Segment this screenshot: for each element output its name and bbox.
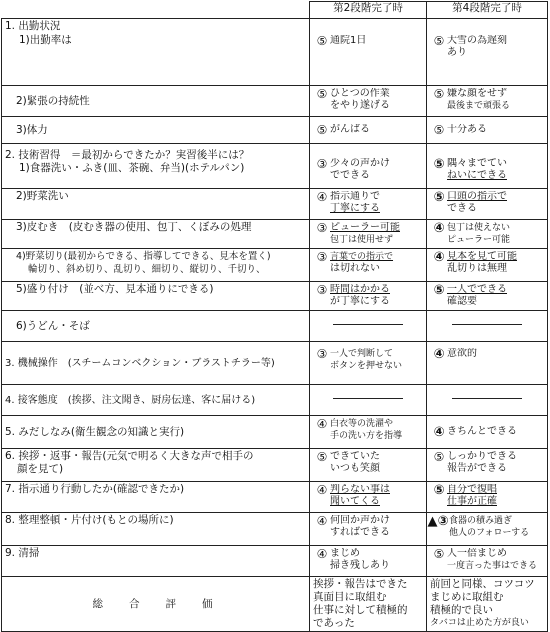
comment-line: 丁寧にする [330,203,380,214]
comment-line: は切れない [330,263,380,274]
comment-line: できていた [330,451,380,462]
comment-line: 包丁は使用せず [330,235,394,245]
comment: きちんとできる [447,426,517,437]
row-label: 2)緊張の持続性 [2,86,310,117]
empty-dash [452,324,522,325]
comment-line: 仕事が正確 [447,496,497,507]
comment-line: 乱切りは無理 [447,263,507,274]
row-label-line: 顔を見て) [17,463,64,475]
section-skills [2,144,310,189]
table-row [2,546,548,577]
comment-line: ピューラー可能 [330,222,400,233]
comment-line: が丁寧にする [330,296,390,307]
empty-dash [333,324,403,325]
total-line: タバコは止めた方が良い [430,618,529,628]
row-label-line: 輪切り、斜め切り、乱切り、細切り、縦切り、千切り、 [28,264,266,275]
comment-line: しっかりできる [447,451,517,462]
empty-dash [452,398,522,399]
comment-line: 指示通りで [330,191,380,202]
score: ④ [316,483,328,497]
comment-line: 確認要 [447,296,477,307]
score: ⑤ [433,123,445,137]
row-label: 9. 清掃 [2,546,310,577]
total-line: 積極的で良い [430,604,493,616]
score: ⑤ [433,157,445,172]
score: ⑤ [433,87,445,101]
comment-line: すればできる [330,527,390,538]
total-line: 挨拶・報告はできた [313,578,408,590]
total-stage4 [427,577,548,632]
total-line: まじめに取組む [430,591,504,603]
comment-line: 大雪の為遅刻 [447,35,507,46]
total-stage2 [310,577,427,632]
comment-line: 一人でできる [447,284,507,295]
score: ④ [316,514,328,528]
row-label: 1)食器洗い・ふき(皿、茶碗、弁当)(ホテルパン) [19,162,245,174]
comment-line: まじめ [330,548,360,559]
table-row [2,513,548,546]
evaluation-sheet [1,1,549,629]
row-label: 3)皮むき (皮むき器の使用、包丁、くぼみの処理 [2,220,310,249]
comment-line: 聞いてくる [330,496,380,507]
total-row [2,577,548,632]
score: ④ [433,221,445,236]
row-label: 2)野菜洗い [2,189,310,220]
score: ④ [433,425,445,440]
comment: 意欲的 [447,348,477,359]
stage2-cell [310,33,426,49]
table-row [2,117,548,144]
total-line: 真面目に取組む [313,591,387,603]
row-label: 5. みだしなみ(衛生観念の知識と実行) [2,416,310,449]
comment-line: 見本を見て可能 [447,251,517,262]
score: ⑤ [433,483,445,498]
score: ③ [316,283,328,297]
row-label: 5)盛り付け (並べ方、見本通りにできる) [2,282,310,311]
row-label: 3)体力 [2,117,310,144]
comment-line: 時間はかかる [330,284,390,295]
row-label [2,249,310,282]
score: ⑤ [316,34,328,48]
comment-line: いつも笑顔 [330,463,380,474]
total-evaluation-label: 総合評価 [2,577,310,632]
comment-line: 包丁は使えない [447,223,511,233]
header-stage2: 第2段階完了時 [310,2,427,19]
score: ⑤ [316,87,328,101]
total-line: であった [313,617,355,629]
score: ④ [316,190,328,204]
comment-line: 他人のフォローする [449,528,530,538]
comment-line: 判らない事は [330,484,390,495]
section-title: 1. 出勤状況 [5,20,61,32]
comment-line: 最後まで頑張る [447,101,511,111]
score: ⑤ [433,190,445,205]
row-label: 6)うどん・そば [2,311,310,342]
comment-line: 自分で復唱 [447,484,497,495]
comment: がんばる [330,124,370,135]
score: ③ [316,250,328,264]
table-row [2,311,548,342]
row-label: 3. 機械操作 (スチームコンベクション・ブラストチラー等) [2,342,310,385]
row-label [2,449,310,482]
comment-line: 隅々までてい [447,158,507,169]
comment: 通院1日 [330,35,367,46]
empty-dash [333,398,403,399]
comment-line: 報告ができる [447,463,507,474]
table-row [2,282,548,311]
table-row [2,385,548,416]
section-title: 2. 技術習得 ＝最初からできたか？実習後半には？ [5,149,250,161]
table-row [2,416,548,449]
comment-line: ねいにできる [447,170,507,181]
table-row [2,249,548,282]
comment-line: ボタンを押せない [330,361,403,371]
row-label: 7. 指示通り行動したか(確認できたか) [2,482,310,513]
evaluation-table [1,1,548,632]
comment-line: 白衣等の洗濯や [330,419,394,429]
row-label: 8. 整理整頓・片付け(もとの場所に) [2,513,310,546]
comment-line: 言葉での指示で [330,252,394,262]
table-row [2,482,548,513]
table-row [2,449,548,482]
comment-line: できる [447,203,477,214]
comment: 十分ある [447,124,487,135]
comment-line: 手の洗い方を指導 [330,431,403,441]
table-row [2,144,548,189]
total-line: 前回と同様、コツコツ [430,578,535,590]
score: ⑤ [316,123,328,137]
score: ④ [433,250,445,265]
score: ④ [433,347,445,362]
score: ③ [316,347,328,361]
table-row [2,342,548,385]
comment-line: 何回か声かけ [330,515,390,526]
comment-line: 嫌な顔をせず [447,88,507,99]
score: ③ [316,221,328,235]
comment-line: ひとつの作業 [330,88,390,99]
comment-line: でできる [330,170,370,181]
comment-line: 人一倍まじめ [447,548,507,559]
score: ⑤ [433,34,445,48]
comment-line: 口頭の指示で [447,191,507,202]
row-label: 1)出勤率は [19,34,72,46]
score: ④ [316,547,328,561]
table-row [2,189,548,220]
comment-line: 一度言った事はできる [447,561,538,571]
section-attendance [2,19,310,86]
score: ③ [316,157,328,171]
comment-line: 一人で判断して [330,349,394,359]
table-row [2,86,548,117]
row-label-line: 6. 挨拶・返事・報告(元気で明るく大きな声で相手の [5,450,254,462]
row-label-line: 4)野菜切り(最初からできる、指導してできる、見本を置く) [16,251,271,262]
table-row [2,220,548,249]
score: ④ [316,417,328,431]
comment-line: 掃き残しあり [330,560,390,571]
table-row [2,19,548,86]
header-row [2,2,548,19]
comment-line: をやり遂げる [330,100,390,111]
score: ⑤ [316,450,328,464]
score: ▲③ [427,514,449,529]
comment-line: 食器の積み過ぎ [449,516,513,526]
comment-line: 少々の声かけ [330,158,390,169]
row-label: 4. 接客態度 (挨拶、注文聞き、厨房伝達、客に届ける) [2,385,310,416]
comment-line: ピューラー可能 [447,235,511,245]
score: ⑤ [433,450,445,464]
score: ⑤ [433,283,445,298]
comment-line: あり [447,47,467,58]
header-stage4: 第4段階完了時 [427,2,548,19]
total-line: 仕事に対して積極的 [313,604,408,616]
stage4-cell [427,33,547,60]
score: ⑤ [433,547,445,561]
